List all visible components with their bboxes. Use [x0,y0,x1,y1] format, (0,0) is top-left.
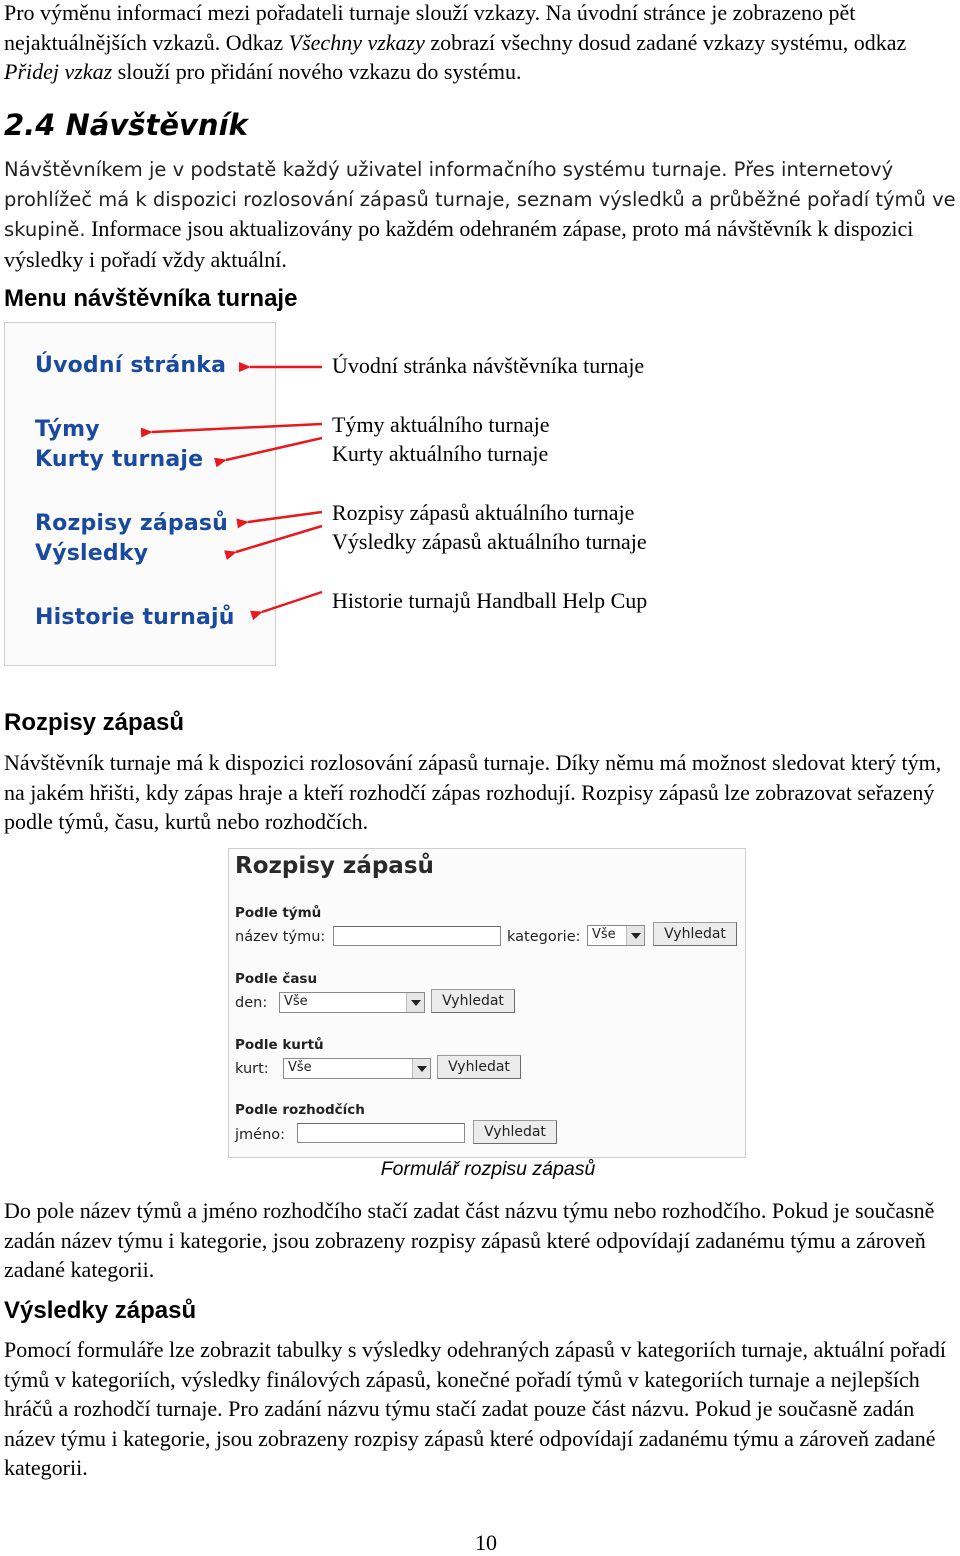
search-court-button[interactable]: Vyhledat [437,1055,521,1079]
arrow-schedules [248,512,322,522]
link-add-message: Přidej vzkaz [4,59,113,84]
court-select[interactable] [283,1058,431,1079]
menu-heading: Menu návštěvníka turnaje [4,285,298,312]
court-select-value: Vše [288,1060,312,1075]
search-referee-button[interactable]: Vyhledat [473,1120,557,1144]
menu-item-teams[interactable]: Týmy [35,417,100,442]
search-time-button[interactable]: Vyhledat [431,989,515,1013]
category-label: kategorie: [507,929,581,945]
arrow-courts [226,438,322,460]
group-by-team: Podle týmů [235,905,322,921]
desc-courts: Kurty aktuálního turnaje [332,441,549,466]
menu-item-schedules[interactable]: Rozpisy zápasů [35,511,229,536]
visitor-text-serif: Informace jsou aktualizovány po každém odehraném zápase, proto má návštěvník k dispozici výsledky i pořadí vždy aktuální. [4,216,914,272]
page-number: 10 [475,1530,497,1555]
desc-teams: Týmy aktuálního turnaje [332,412,550,437]
section-number: 2.4 [4,108,56,142]
category-select-value: Vše [592,927,616,942]
arrow-history [262,592,322,612]
menu-item-home[interactable]: Úvodní stránka [35,353,227,378]
schedules-heading: Rozpisy zápasů [4,709,185,736]
menu-item-courts[interactable]: Kurty turnaje [35,447,204,472]
chevron-down-icon[interactable] [406,993,424,1012]
desc-schedules: Rozpisy zápasů aktuálního turnaje [332,500,635,525]
day-label: den: [235,995,268,1011]
desc-home: Úvodní stránka návštěvníka turnaje [332,353,645,378]
menu-item-results[interactable]: Výsledky [35,541,149,566]
link-all-messages: Všechny vzkazy [288,29,425,55]
schedules-paragraph: Návštěvník turnaje má k dispozici rozlosování zápasů turnaje. Díky němu má možnost sledovat který tým, na jakém hřišti, kdy zápas hraje a kteří rozhodčí zápas rozhodují. Rozpisy zápasů lze zobrazovat seřazený podle týmů, času, kurtů nebo rozhodčích. [4,750,942,834]
group-by-referee: Podle rozhodčích [235,1102,365,1118]
search-team-button[interactable]: Vyhledat [653,922,737,946]
court-label: kurt: [235,1061,269,1077]
group-by-time: Podle času [235,971,318,987]
menu-item-history[interactable]: Historie turnajů [35,605,235,630]
arrow-results [236,526,322,552]
chevron-down-icon[interactable] [412,1059,430,1078]
intro-text-2: zobrazí všechny dosud zadané vzkazy systému, odkaz [424,29,907,55]
schedule-form [228,848,746,1158]
team-name-input[interactable] [333,926,501,946]
desc-results: Výsledky zápasů aktuálního turnaje [332,529,647,554]
chevron-down-icon[interactable] [626,926,644,945]
after-form-paragraph: Do pole název týmů a jméno rozhodčího stačí zadat část názvu týmu nebo rozhodčího. Pokud je současně zadán název týmu i kategorie, jsou zobrazeny rozpisy zápasů které odpovídají zadanému týmu a zároveň zadané kategorii. [4,1198,935,1282]
referee-name-input[interactable] [297,1123,465,1143]
results-paragraph: Pomocí formuláře lze zobrazit tabulky s výsledky odehraných zápasů v kategoriích turnaje, aktuální pořadí týmů v kategoriích, výsledky finálových zápasů, konečné pořadí týmů v kategoriích turnaje a nejlepších hráčů a rozhodčí turnaje. Pro zadání názvu týmu stačí zadat pouze část názvu. Pokud je současně zadán název týmu i kategorie, jsou zobrazeny rozpisy zápasů které odpovídají zadanému týmu a zároveň zadané kategorii. [4,1337,947,1480]
visitor-text-sans: Návštěvníkem je v podstatě každý uživatel informačního systému turnaje. Přes internetový prohlížeč má k dispozici rozlosování zápasů turnaje, seznam výsledků a průběžné pořadí týmů ve skupině. [4,158,956,241]
day-select-value: Vše [284,994,308,1009]
arrow-teams [152,424,322,432]
category-select[interactable] [587,925,645,946]
intro-text-3: slouží pro přidání nového vzkazu do systému. [112,59,522,84]
intro-text-1: Pro výměnu informací mezi pořadateli turnaje slouží vzkazy. Na úvodní stránce je zobrazeno pět nejaktuálnějších vzkazů. Odkaz [4,0,856,55]
day-select[interactable] [279,992,425,1013]
team-name-label: název týmu: [235,929,326,945]
referee-name-label: jméno: [235,1127,286,1143]
group-by-court: Podle kurtů [235,1037,324,1053]
form-caption: Formulář rozpisu zápasů [380,1158,596,1180]
desc-history: Historie turnajů Handball Help Cup [332,588,648,613]
form-title: Rozpisy zápasů [235,853,434,879]
results-heading: Výsledky zápasů [4,1297,197,1324]
section-title: Návštěvník [65,108,248,142]
